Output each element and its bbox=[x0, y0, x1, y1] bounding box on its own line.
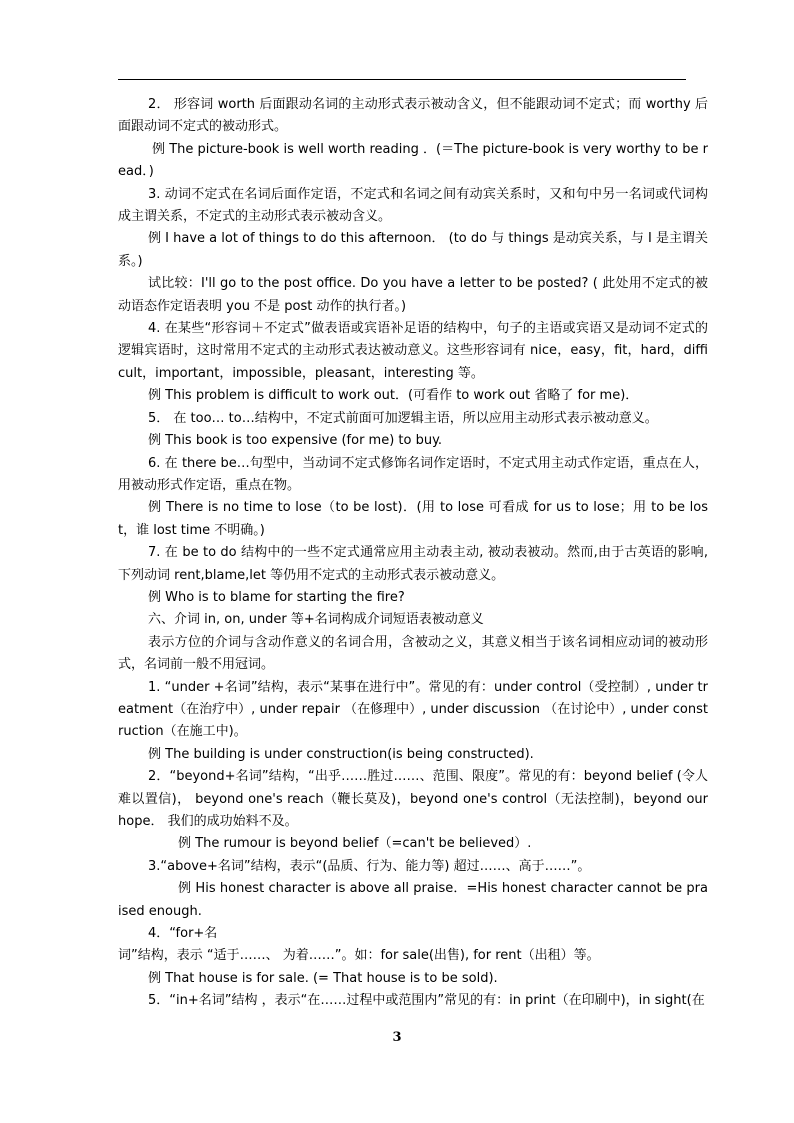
paragraph-worth-example: 例 The picture-book is well worth reading ．(＝The picture-book is very worthy to be read．) bbox=[118, 141, 708, 180]
paragraph-there-be: 6. 在 there be…句型中，当动词不定式修饰名词作定语时，不定式用主动式作定语，重点在人，用被动形式作定语，重点在物。 bbox=[118, 455, 708, 493]
paragraph-prepositions-intro: 表示方位的介词与含动作意义的名词合用，含被动之义，其意义相当于该名词相应动词的被动形式，名词前一般不用冠词。 bbox=[118, 634, 708, 673]
paragraph-under-noun: 1. “under +名词”结构，表示“某事在进行中”。常见的有：under control（受控制）, under treatment（在治疗中）, under repair （在修理中）, under discussion （在讨论中）, under construction（在施工中)。 bbox=[118, 679, 708, 740]
paragraph-infinitive-attribute: 3. 动词不定式在名词后面作定语，不定式和名词之间有动宾关系时，又和句中另一名词或代词构成主谓关系，不定式的主动形式表示被动含义。 bbox=[118, 186, 708, 225]
paragraph-for-noun-rest: 词”结构，表示 “适于……、 为着……”。如：for sale(出售), for rent（出租）等。 bbox=[118, 948, 600, 964]
header-rule bbox=[118, 79, 686, 80]
paragraph-be-to-do: 7. 在 be to do 结构中的一些不定式通常应用主动表主动, 被动表被动。然而,由于古英语的影响,下列动词 rent,blame,let 等仍用不定式的主动形式表示被动意义。 bbox=[118, 545, 708, 583]
paragraph-problem-example: 例 This problem is difficult to work out．(可看作 to work out 省略了 for me)． bbox=[148, 388, 639, 404]
paragraph-rumour-example: 例 The rumour is beyond belief（=can't be believed）. bbox=[178, 836, 532, 852]
paragraph-character-example: 例 His honest character is above all praise．=His honest character cannot be praised enough. bbox=[118, 881, 708, 919]
paragraph-in-noun: 5．“in+名词”结构 ，表示“在……过程中或范围内”常见的有：in print（在印刷中)，in sight(在 bbox=[148, 993, 705, 1009]
paragraph-house-example: 例 That house is for sale. (= That house is to be sold). bbox=[148, 970, 498, 986]
paragraph-above-noun: 3.“above+名词”结构，表示“(品质、行为、能力等) 超过……、高于……”。 bbox=[148, 858, 591, 874]
paragraph-things-example: 例 I have a lot of things to do this afternoon． (to do 与 things 是动宾关系，与 I 是主谓关系。) bbox=[118, 231, 708, 269]
paragraph-building-example: 例 The building is under construction(is being constructed). bbox=[148, 746, 534, 762]
paragraph-for-noun-start: 4．“for+名 bbox=[148, 926, 218, 942]
page-number: 3 bbox=[392, 1030, 402, 1045]
paragraph-book-example: 例 This book is too expensive (for me) to buy. bbox=[148, 433, 443, 449]
paragraph-worth-rule: 2． 形容词 worth 后面跟动名词的主动形式表示被动含义，但不能跟动词不定式；而 worthy 后面跟动词不定式的被动形式。 bbox=[118, 97, 708, 135]
paragraph-time-example: 例 There is no time to lose（to be lost)．(用 to lose 可看成 for us to lose；用 to be lost，谁 lost time 不明确。) bbox=[118, 500, 708, 538]
section-heading-prepositions: 六、介词 in, on, under 等+名词构成介词短语表被动意义 bbox=[148, 612, 484, 628]
paragraph-adjective-infinitive: 4. 在某些“形容词＋不定式”做表语或宾语补足语的结构中，句子的主语或宾语又是动词不定式的逻辑宾语时，这时常用不定式的主动形式表达被动意义。这些形容词有 nice，easy，fit，hard，difficult，important，impossible，pleasant，interesting 等。 bbox=[118, 321, 708, 381]
paragraph-beyond-noun: 2．“beyond+名词”结构，“出乎……胜过……、范围、限度”。常见的有：beyond belief (令人难以置信)， beyond one's reach（鞭长莫及)，beyond one's control（无法控制)，beyond our hope． 我们的成功始料不及。 bbox=[118, 769, 708, 829]
document-body bbox=[118, 94, 708, 1013]
paragraph-blame-example: 例 Who is to blame for starting the fire? bbox=[148, 589, 405, 605]
paragraph-compare-post: 试比较：I'll go to the post office. Do you have a letter to be posted? ( 此处用不定式的被动语态作定语表明 you 不是 post 动作的执行者。) bbox=[118, 276, 708, 314]
paragraph-too-to: 5． 在 too… to…结构中，不定式前面可加逻辑主语，所以应用主动形式表示被动意义。 bbox=[148, 410, 658, 426]
